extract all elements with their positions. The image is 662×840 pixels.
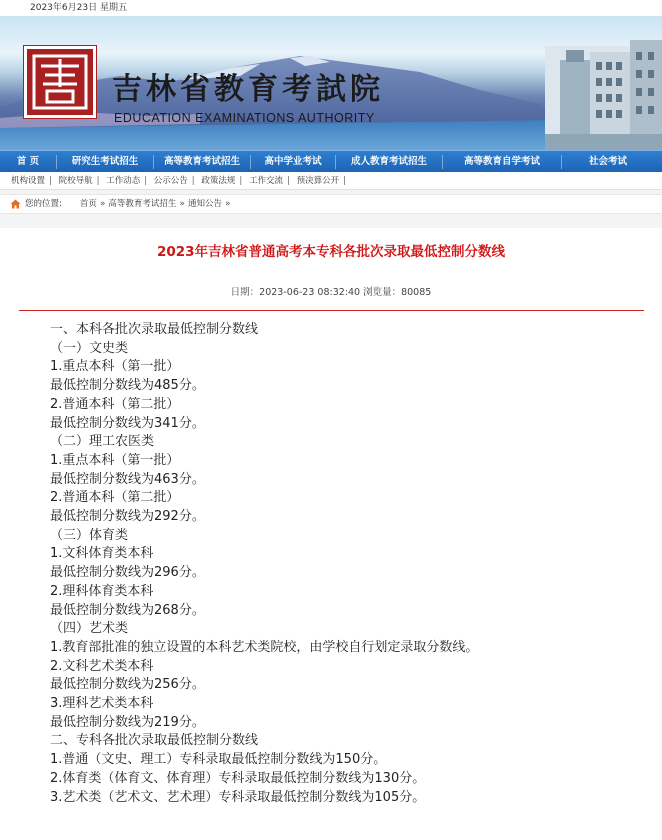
nav-adult-ed-exam[interactable]: 成人教育考试招生 bbox=[350, 155, 427, 167]
site-subtitle: EDUCATION EXAMINATIONS AUTHORITY bbox=[114, 111, 375, 125]
body-line: 2.普通本科（第二批） bbox=[50, 396, 180, 412]
breadcrumb-category[interactable]: 高等教育考试招生 bbox=[108, 199, 177, 209]
subnav-notices[interactable]: 公示公告 bbox=[153, 176, 188, 186]
seal-logo-icon bbox=[27, 49, 93, 115]
nav-social-exam[interactable]: 社会考试 bbox=[588, 155, 627, 167]
title-divider bbox=[19, 310, 644, 311]
subnav-policies[interactable]: 政策法规 bbox=[201, 176, 236, 186]
subnav-org[interactable]: 机构设置 bbox=[11, 176, 46, 186]
article-body bbox=[0, 321, 662, 807]
subheading-liberal-arts: （一）文史类 bbox=[50, 340, 129, 356]
body-line: 1.重点本科（第一批） bbox=[50, 359, 180, 375]
body-line: 2.理科体育类本科 bbox=[50, 583, 154, 599]
building-illustration bbox=[545, 40, 662, 150]
body-line: 最低控制分数线为485分。 bbox=[50, 378, 205, 394]
date-bar bbox=[0, 0, 662, 16]
current-date: 2023年6月23日 星期五 bbox=[30, 3, 127, 13]
body-line: 最低控制分数线为296分。 bbox=[50, 565, 205, 581]
article-meta: 日期：2023-06-23 08:32:40 浏览量：80085 bbox=[230, 287, 432, 298]
body-line: 最低控制分数线为268分。 bbox=[50, 602, 205, 618]
body-line: 1.重点本科（第一批） bbox=[50, 452, 180, 468]
body-line: 最低控制分数线为219分。 bbox=[50, 714, 205, 730]
body-line: 2.普通本科（第二批） bbox=[50, 490, 180, 506]
breadcrumb bbox=[0, 194, 662, 214]
subnav-schools[interactable]: 院校导航 bbox=[58, 176, 93, 186]
article-title: 2023年吉林省普通高考本专科各批次录取最低控制分数线 bbox=[156, 244, 506, 260]
home-icon bbox=[10, 199, 21, 209]
secondary-navigation: 机构设置 | 院校导航 | 工作动态 | 公示公告 | 政策法规 | 工作交流 | 预决算公开 | bbox=[0, 172, 662, 190]
chevron-right-icon: » bbox=[224, 199, 231, 209]
body-line: 1.文科体育类本科 bbox=[50, 546, 154, 562]
body-line: 最低控制分数线为341分。 bbox=[50, 415, 205, 431]
body-line: 3.艺术类（艺术文、艺术理）专科录取最低控制分数线为105分。 bbox=[50, 789, 426, 805]
article bbox=[0, 228, 662, 840]
subnav-exchange[interactable]: 工作交流 bbox=[248, 176, 283, 186]
nav-self-study-exam[interactable]: 高等教育自学考试 bbox=[463, 155, 540, 167]
breadcrumb-home[interactable]: 首页 bbox=[79, 199, 97, 209]
nav-higher-ed-exam[interactable]: 高等教育考试招生 bbox=[163, 155, 240, 167]
breadcrumb-notices[interactable]: 通知公告 bbox=[187, 199, 222, 209]
site-logo[interactable] bbox=[24, 46, 96, 118]
nav-home[interactable]: 首 页 bbox=[16, 155, 40, 167]
subheading-arts: （四）艺术类 bbox=[50, 621, 129, 637]
body-line: 1.教育部批准的独立设置的本科艺术类院校，由学校自行划定录取分数线。 bbox=[50, 639, 479, 655]
subnav-news[interactable]: 工作动态 bbox=[106, 176, 141, 186]
site-banner bbox=[0, 16, 662, 150]
subheading-sports: （三）体育类 bbox=[50, 527, 129, 543]
body-line: 最低控制分数线为463分。 bbox=[50, 471, 205, 487]
chevron-right-icon: » bbox=[99, 199, 106, 209]
heading-vocational: 二、专科各批次录取最低控制分数线 bbox=[50, 733, 259, 749]
body-line: 最低控制分数线为256分。 bbox=[50, 677, 205, 693]
subnav-budget[interactable]: 预决算公开 bbox=[296, 176, 340, 186]
site-title: 吉林省教育考試院 bbox=[112, 72, 384, 107]
subheading-science: （二）理工农医类 bbox=[50, 434, 155, 450]
chevron-right-icon: » bbox=[179, 199, 185, 209]
body-line: 2.文科艺术类本科 bbox=[50, 658, 154, 674]
body-line: 2.体育类（体育文、体育理）专科录取最低控制分数线为130分。 bbox=[50, 770, 426, 786]
body-line: 最低控制分数线为292分。 bbox=[50, 509, 205, 525]
nav-high-school-exam[interactable]: 高中学业考试 bbox=[264, 155, 322, 167]
nav-graduate-exam[interactable]: 研究生考试招生 bbox=[71, 155, 139, 167]
main-navigation bbox=[0, 150, 662, 172]
body-line: 3.理科艺术类本科 bbox=[50, 696, 154, 712]
body-line: 1.普通（文史、理工）专科录取最低控制分数线为150分。 bbox=[50, 752, 387, 768]
heading-undergrad: 一、本科各批次录取最低控制分数线 bbox=[50, 322, 259, 337]
breadcrumb-label: 您的位置: bbox=[25, 199, 62, 209]
